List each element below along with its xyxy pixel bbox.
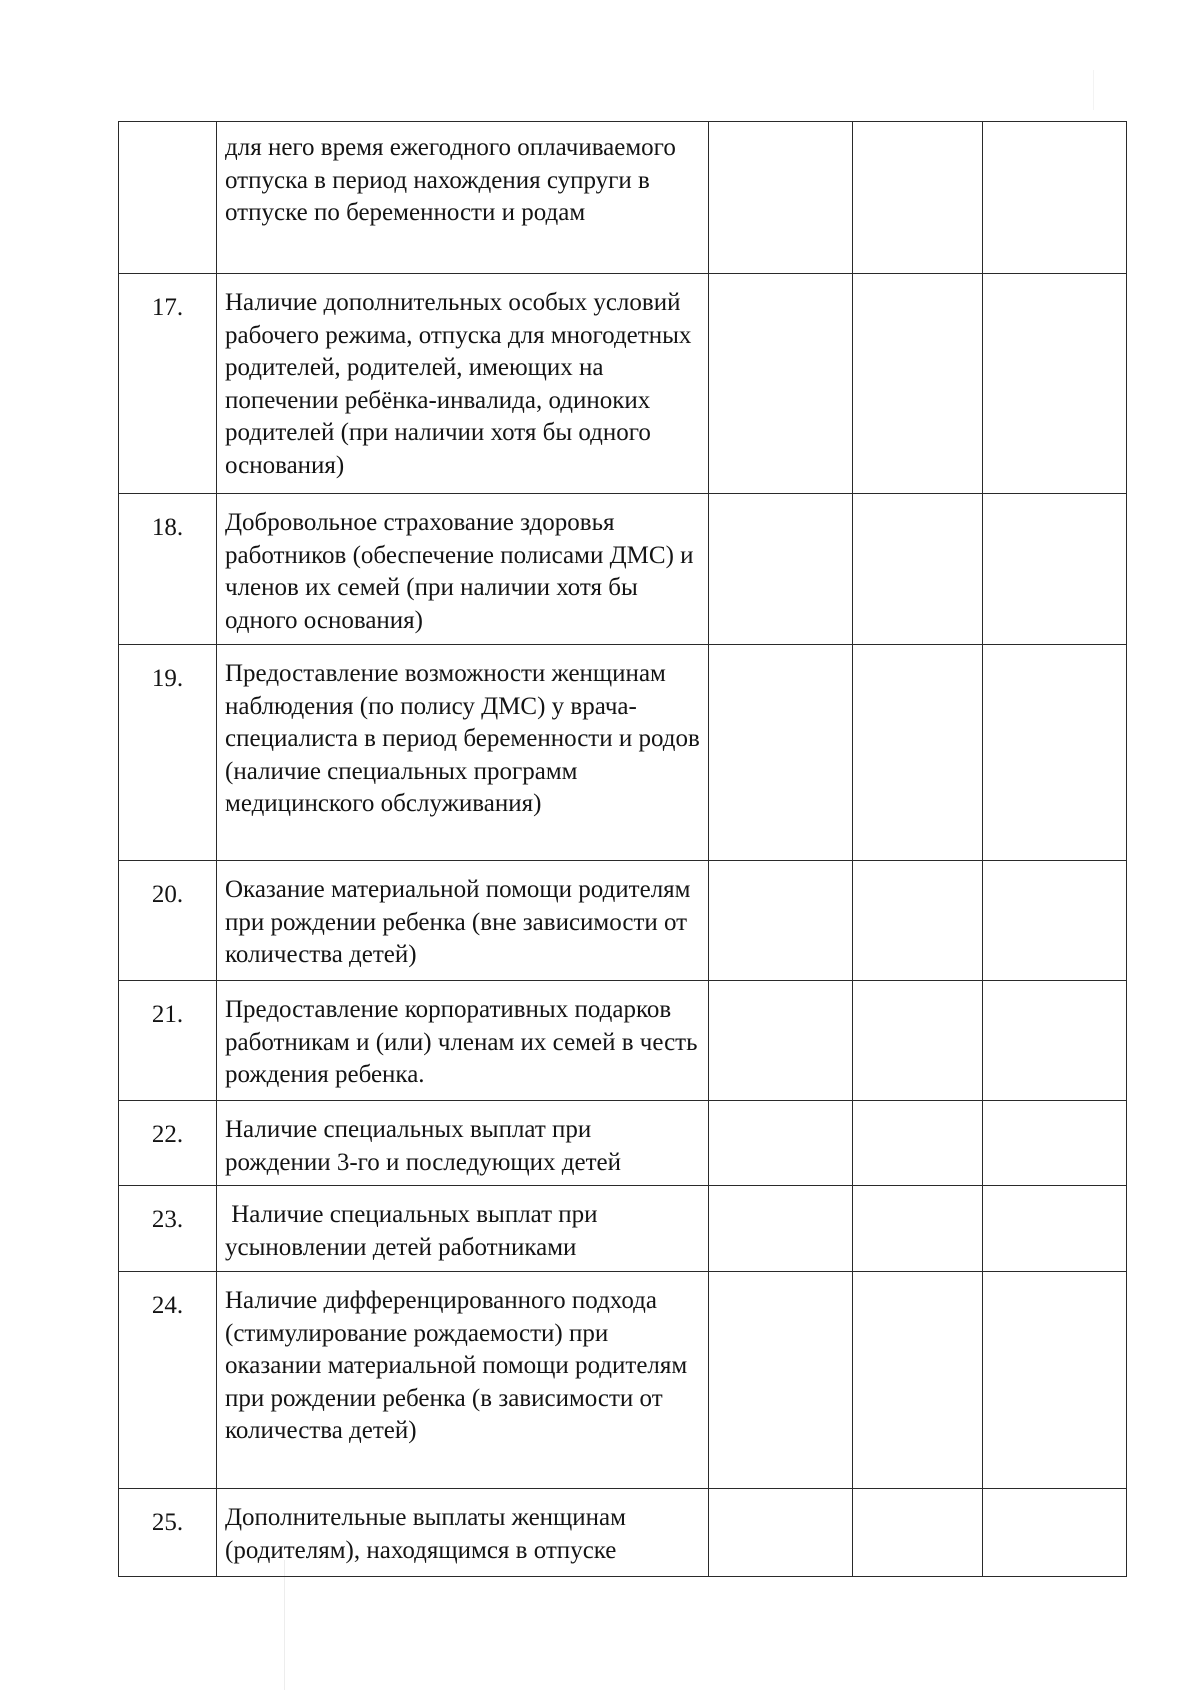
empty-cell	[853, 1186, 983, 1272]
row-description: Наличие специальных выплат при рождении 3-го и последующих детей	[217, 1101, 709, 1186]
row-number: 18.	[119, 494, 217, 645]
empty-cell	[709, 1186, 853, 1272]
empty-cell	[709, 122, 853, 274]
table-row	[119, 1489, 1127, 1577]
row-number: 17.	[119, 274, 217, 494]
empty-cell	[983, 645, 1127, 861]
empty-cell	[853, 1272, 983, 1489]
empty-cell	[983, 494, 1127, 645]
empty-cell	[853, 645, 983, 861]
empty-cell	[983, 1272, 1127, 1489]
empty-cell	[709, 1272, 853, 1489]
empty-cell	[709, 645, 853, 861]
empty-cell	[709, 1101, 853, 1186]
empty-cell	[983, 1186, 1127, 1272]
empty-cell	[709, 494, 853, 645]
row-number: 20.	[119, 861, 217, 981]
empty-cell	[853, 861, 983, 981]
table-row	[119, 1272, 1127, 1489]
empty-cell	[709, 1489, 853, 1577]
empty-cell	[853, 274, 983, 494]
empty-cell	[853, 1101, 983, 1186]
empty-cell	[983, 1489, 1127, 1577]
row-description: Наличие специальных выплат при усыновлении детей работниками	[217, 1186, 709, 1272]
empty-cell	[983, 1101, 1127, 1186]
empty-cell	[983, 274, 1127, 494]
row-description: Наличие дифференцированного подхода (стимулирование рождаемости) при оказании материальной помощи родителям при рождении ребенка (в зависимости от количества детей)	[217, 1272, 709, 1489]
row-number: 22.	[119, 1101, 217, 1186]
row-description: Наличие дополнительных особых условий рабочего режима, отпуска для многодетных родителей, родителей, имеющих на попечении ребёнка-инвалида, одиноких родителей (при наличии хотя бы одного основания)	[217, 274, 709, 494]
empty-cell	[853, 122, 983, 274]
empty-cell	[709, 861, 853, 981]
table-row	[119, 645, 1127, 861]
row-number: 25.	[119, 1489, 217, 1577]
empty-cell	[853, 1489, 983, 1577]
row-description: Предоставление корпоративных подарков работникам и (или) членам их семей в честь рождения ребенка.	[217, 981, 709, 1101]
table-row	[119, 274, 1127, 494]
table-row	[119, 1186, 1127, 1272]
empty-cell	[709, 981, 853, 1101]
row-number	[119, 122, 217, 274]
row-number: 24.	[119, 1272, 217, 1489]
empty-cell	[853, 494, 983, 645]
row-description: Оказание материальной помощи родителям при рождении ребенка (вне зависимости от количества детей)	[217, 861, 709, 981]
row-description: Предоставление возможности женщинам наблюдения (по полису ДМС) у врача-специалиста в период беременности и родов (наличие специальных программ медицинского обслуживания)	[217, 645, 709, 861]
table-row	[119, 981, 1127, 1101]
table-row	[119, 122, 1127, 274]
scan-artifact-line	[284, 1560, 285, 1690]
row-description: для него время ежегодного оплачиваемого отпуска в период нахождения супруги в отпуске по беременности и родам	[217, 122, 709, 274]
table-row	[119, 494, 1127, 645]
row-number: 21.	[119, 981, 217, 1101]
empty-cell	[709, 274, 853, 494]
empty-cell	[983, 861, 1127, 981]
empty-cell	[983, 122, 1127, 274]
criteria-table	[118, 121, 1127, 1577]
empty-cell	[853, 981, 983, 1101]
row-description: Добровольное страхование здоровья работников (обеспечение полисами ДМС) и членов их семей (при наличии хотя бы одного основания)	[217, 494, 709, 645]
scan-artifact-line	[1093, 70, 1094, 110]
row-number: 23.	[119, 1186, 217, 1272]
row-number: 19.	[119, 645, 217, 861]
table-row	[119, 1101, 1127, 1186]
table-row	[119, 861, 1127, 981]
row-description: Дополнительные выплаты женщинам (родителям), находящимся в отпуске	[217, 1489, 709, 1577]
empty-cell	[983, 981, 1127, 1101]
